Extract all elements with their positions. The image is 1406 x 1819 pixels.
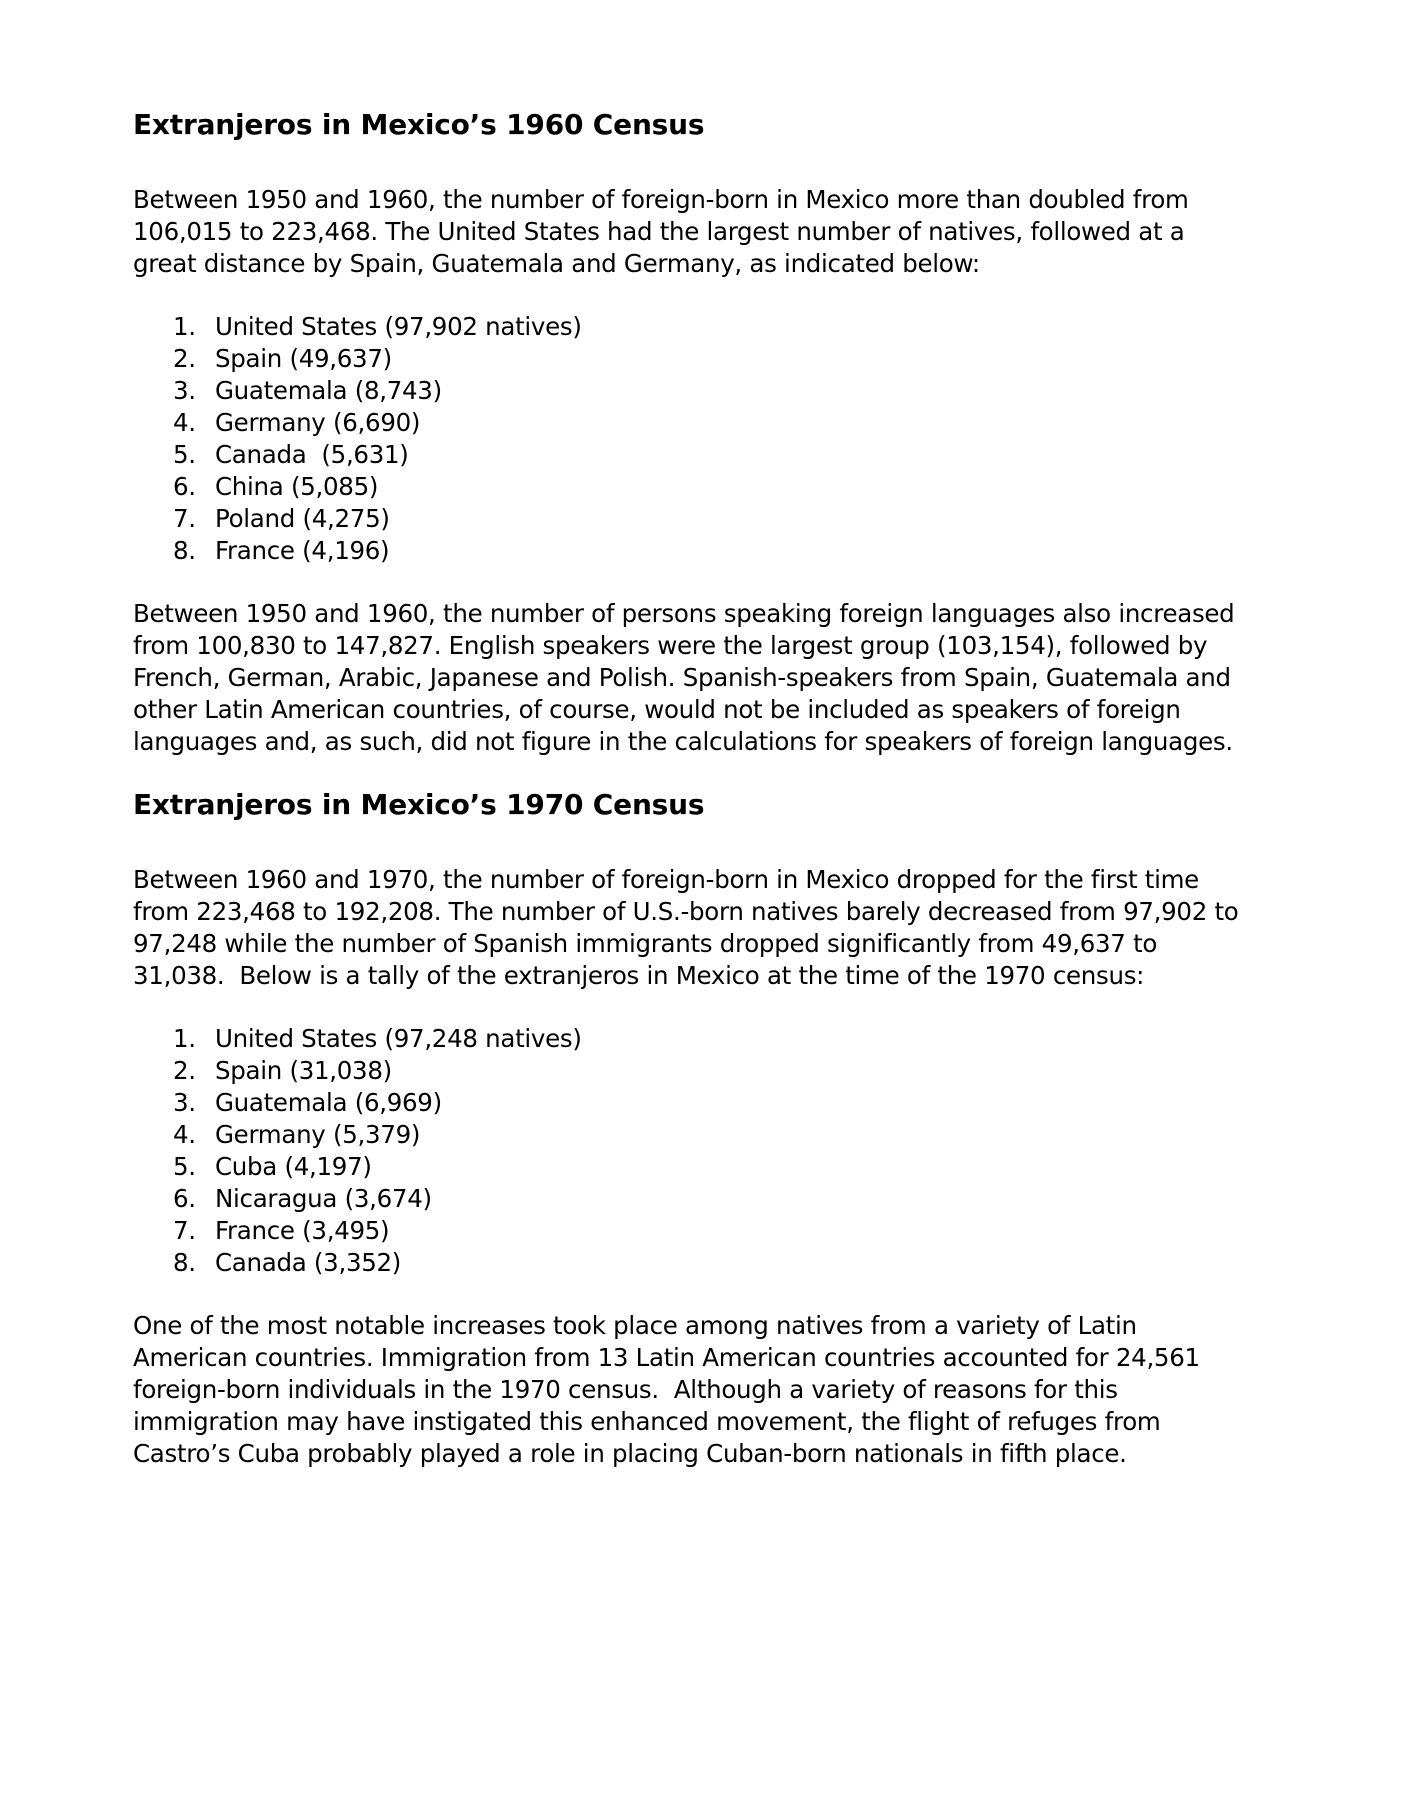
text-line: 31,038. Below is a tally of the extranjeros in Mexico at the time of the 1970 census: [133,961,1145,990]
text-line: Between 1960 and 1970, the number of foreign-born in Mexico dropped for the first time [133,865,1199,894]
list-item: 6. Nicaragua (3,674) [173,1184,432,1213]
list-item: 1. United States (97,248 natives) [173,1024,582,1053]
text-line: other Latin American countries, of course, would not be included as speakers of foreign [133,695,1181,724]
text-line: 97,248 while the number of Spanish immigrants dropped significantly from 49,637 to [133,929,1158,958]
list-item: 4. Germany (5,379) [173,1120,421,1149]
text-line: from 223,468 to 192,208. The number of U.S.-born natives barely decreased from 97,902 to [133,897,1239,926]
list-item: 2. Spain (31,038) [173,1056,392,1085]
section-1960-languages-paragraph [133,598,1293,758]
section-1960-intro-paragraph [133,184,1293,280]
list-item: 1. United States (97,902 natives) [173,312,582,341]
text-line: Between 1950 and 1960, the number of foreign-born in Mexico more than doubled from [133,185,1189,214]
list-item: 2. Spain (49,637) [173,344,392,373]
list-item: 8. France (4,196) [173,536,390,565]
text-line: French, German, Arabic, Japanese and Polish. Spanish-speakers from Spain, Guatemala and [133,663,1231,692]
list-item: 4. Germany (6,690) [173,408,421,437]
list-item: 8. Canada (3,352) [173,1248,402,1277]
list-item: 6. China (5,085) [173,472,379,501]
section-1970-heading: Extranjeros in Mexico’s 1970 Census [133,788,705,821]
section-1960-country-list [133,311,1293,567]
text-line: languages and, as such, did not figure in the calculations for speakers of foreign languages. [133,727,1233,756]
list-item: 7. France (3,495) [173,1216,390,1245]
section-1960-heading: Extranjeros in Mexico’s 1960 Census [133,108,705,141]
section-1970-latin-america-paragraph [133,1310,1293,1470]
list-item: 3. Guatemala (8,743) [173,376,442,405]
text-line: foreign-born individuals in the 1970 census. Although a variety of reasons for this [133,1375,1118,1404]
document-page [133,108,1293,1470]
text-line: from 100,830 to 147,827. English speakers were the largest group (103,154), followed by [133,631,1208,660]
text-line: immigration may have instigated this enhanced movement, the flight of refuges from [133,1407,1161,1436]
text-line: Castro’s Cuba probably played a role in placing Cuban-born nationals in fifth place. [133,1439,1127,1468]
text-line: great distance by Spain, Guatemala and Germany, as indicated below: [133,249,980,278]
text-line: Between 1950 and 1960, the number of persons speaking foreign languages also increased [133,599,1235,628]
text-line: One of the most notable increases took place among natives from a variety of Latin [133,1311,1137,1340]
list-item: 7. Poland (4,275) [173,504,390,533]
list-item: 5. Cuba (4,197) [173,1152,372,1181]
text-line: American countries. Immigration from 13 Latin American countries accounted for 24,561 [133,1343,1200,1372]
list-item: 3. Guatemala (6,969) [173,1088,442,1117]
list-item: 5. Canada (5,631) [173,440,409,469]
section-1970-intro-paragraph [133,864,1293,992]
section-1970-country-list [133,1023,1293,1279]
text-line: 106,015 to 223,468. The United States had the largest number of natives, followed at a [133,217,1185,246]
